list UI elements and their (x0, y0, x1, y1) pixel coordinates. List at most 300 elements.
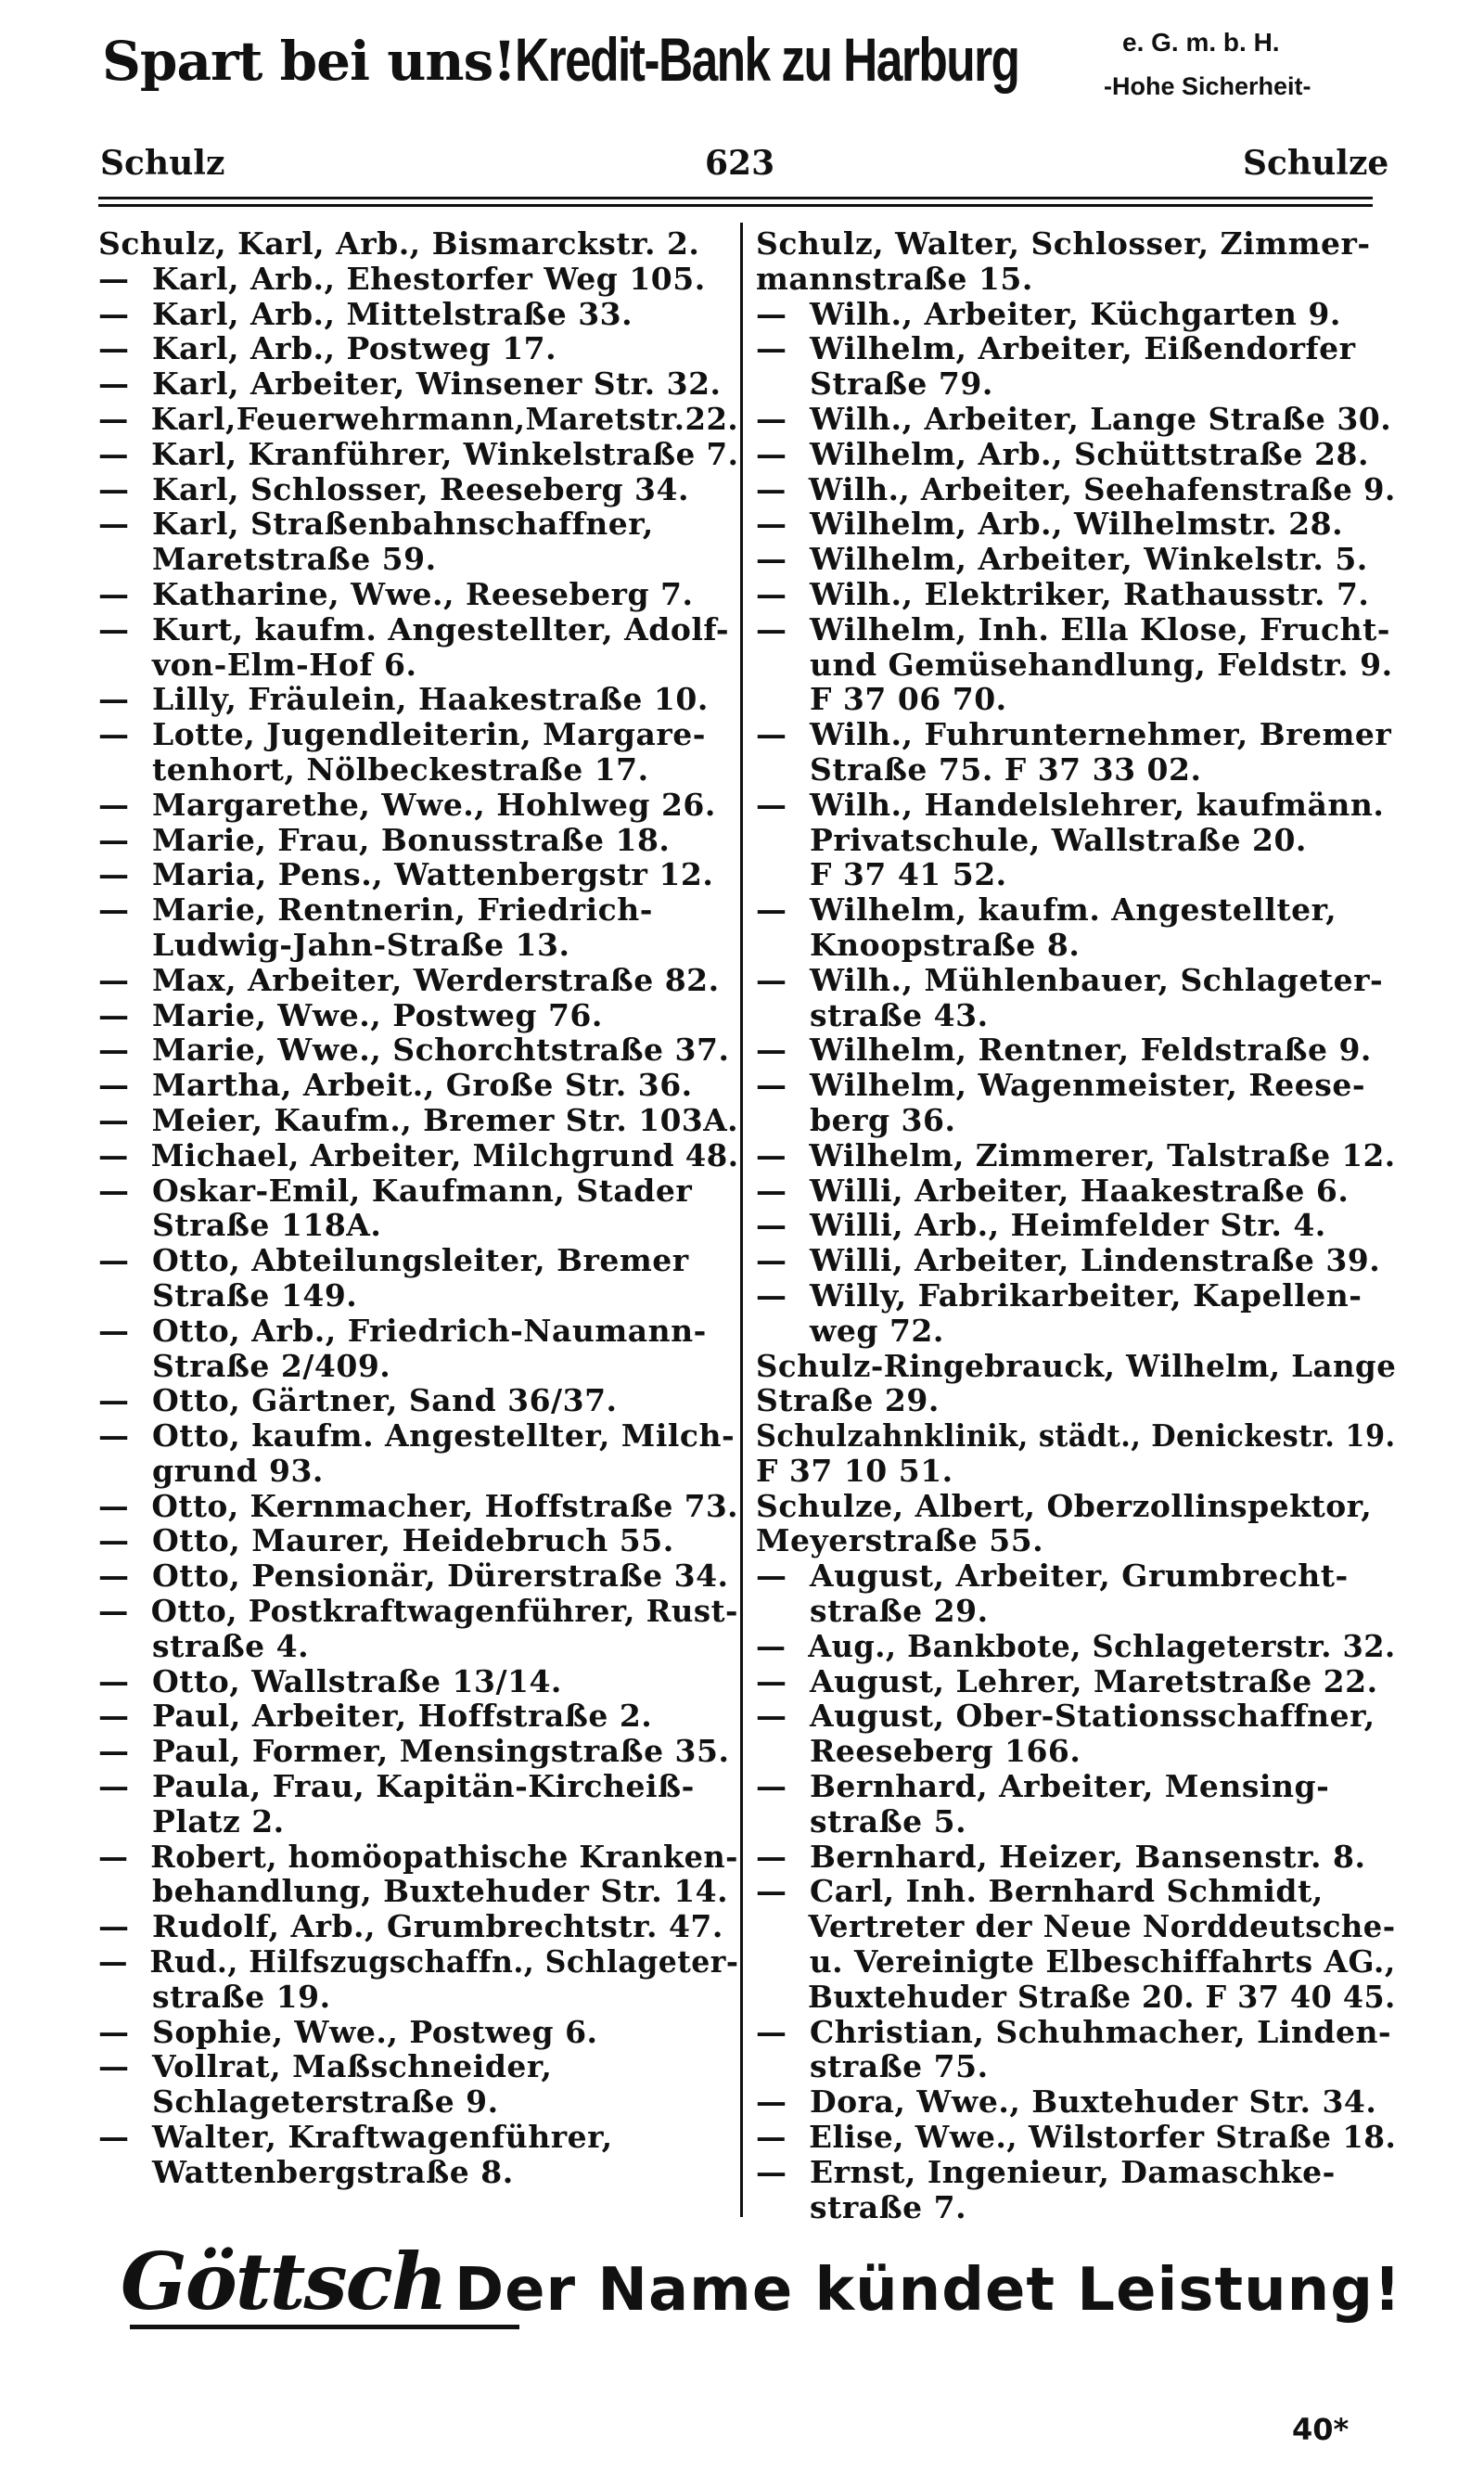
entry-first-line (98, 297, 738, 332)
directory-entry (756, 1769, 1396, 1839)
entry-lead: — (98, 1838, 129, 1875)
entry-text: Willi, Arbeiter, Haakestraße 6. (810, 1172, 1350, 1209)
directory-entry (756, 1278, 1396, 1349)
entry-text: Wilhelm, kaufm. Angestellter, (810, 891, 1337, 929)
entry-first-line (98, 2120, 738, 2155)
entry-lead: — (98, 1067, 130, 1104)
entry-text: straße 5. (810, 1802, 967, 1839)
directory-entry (756, 542, 1396, 577)
entry-text: August, Ober-Stationsschaffner, (810, 1698, 1375, 1735)
entry-lead: — (756, 1662, 787, 1699)
entry-lead: — (98, 1698, 130, 1735)
entry-first-line (756, 2084, 1396, 2120)
entry-text: Katharine, Wwe., Reeseberg 7. (152, 575, 694, 612)
entry-first-line (756, 1627, 1396, 1664)
directory-entry (756, 1243, 1396, 1278)
entry-lead: — (756, 1242, 787, 1279)
entry-text: Wilhelm, Arbeiter, Eißendorfer (810, 330, 1356, 367)
directory-entry (98, 1944, 738, 2015)
entry-text: Dora, Wwe., Buxtehuder Str. 34. (810, 2083, 1377, 2121)
entry-lead: — (98, 786, 130, 823)
entry-lead: — (98, 260, 130, 297)
entry-lead: — (98, 365, 130, 403)
entry-first-line (98, 472, 738, 507)
directory-entry (98, 1594, 738, 1664)
entry-lead: — (756, 1172, 787, 1209)
entry-continuation-line (98, 542, 738, 577)
entry-first-line (756, 2015, 1396, 2050)
entry-lead: — (98, 1593, 129, 1630)
entry-lead: — (756, 1627, 787, 1664)
entry-first-line (756, 963, 1396, 998)
entry-lead: — (756, 330, 787, 367)
entry-first-line (98, 1383, 738, 1418)
entry-text: Otto, Gärtner, Sand 36/37. (152, 1382, 618, 1419)
entry-text: Willy, Fabrikarbeiter, Kapellen- (810, 1276, 1362, 1314)
directory-entry (98, 1558, 738, 1594)
entry-lead: — (756, 1032, 787, 1069)
entry-text: von-Elm-Hof 6. (152, 646, 417, 683)
entry-text: Robert, homöopathische Kranken- (150, 1838, 738, 1875)
directory-entry (98, 998, 738, 1033)
directory-entry (98, 1173, 738, 1244)
entry-text: Marie, Frau, Bonusstraße 18. (152, 821, 671, 858)
entry-first-line (98, 998, 738, 1033)
entry-first-line (98, 1593, 738, 1630)
entry-lead: — (756, 961, 787, 998)
directory-entry (98, 331, 738, 366)
directory-entry (98, 1383, 738, 1418)
entry-text: Wilhelm, Zimmerer, Talstraße 12. (809, 1136, 1396, 1173)
entry-first-line (98, 1032, 738, 1068)
entry-text: Straße 2/409. (152, 1347, 391, 1384)
directory-entry (756, 1138, 1396, 1173)
directory-entry (756, 1418, 1396, 1489)
entry-text: Otto, Arb., Friedrich-Naumann- (152, 1312, 707, 1349)
entry-continuation-line (98, 752, 738, 788)
directory-entry (98, 2049, 738, 2120)
entry-lead: — (98, 2119, 130, 2156)
entry-first-line (98, 1243, 738, 1278)
entry-lead: — (756, 295, 787, 332)
directory-entry (98, 788, 738, 823)
entry-first-line (98, 682, 738, 717)
entry-first-line (98, 262, 738, 297)
directory-entry (756, 1349, 1396, 1419)
entry-text: Wilh., Arbeiter, Seehafenstraße 9. (808, 470, 1396, 507)
directory-entry (98, 1489, 738, 1524)
directory-entry (756, 1698, 1396, 1769)
entry-first-line (756, 1136, 1396, 1173)
entry-text: Schulzahnklinik, städt., Denickestr. 19. (756, 1417, 1396, 1455)
directory-entry (98, 1523, 738, 1558)
entry-text: Elise, Wwe., Wilstorfer Straße 18. (809, 2119, 1397, 2156)
directory-entry (98, 226, 738, 262)
entry-first-line (98, 1909, 738, 1944)
entry-continuation-line (756, 1454, 1396, 1489)
entry-lead: — (756, 610, 787, 647)
entry-continuation-line (756, 1103, 1396, 1138)
directory-entry (756, 1839, 1396, 1875)
directory-entry (98, 506, 738, 577)
directory-entry (756, 1208, 1396, 1243)
entry-text: Bernhard, Heizer, Bansenstr. 8. (810, 1838, 1366, 1875)
entry-lead: — (98, 1522, 130, 1559)
entry-text: Wilhelm, Arb., Wilhelmstr. 28. (810, 506, 1344, 543)
entry-text: grund 93. (152, 1452, 324, 1489)
directory-entry (756, 2015, 1396, 2085)
banner-bank-name: Kredit-Bank zu Harburg (515, 25, 1019, 94)
directory-entry (98, 577, 738, 612)
entry-lead: — (98, 610, 130, 647)
entry-continuation-line (98, 1629, 738, 1664)
entry-text: Otto, Wallstraße 13/14. (152, 1662, 562, 1699)
entry-lead: — (98, 1101, 130, 1138)
entry-continuation-line (756, 1804, 1396, 1839)
entry-first-line (98, 717, 738, 752)
entry-lead: — (756, 2083, 787, 2121)
entry-first-line (756, 1489, 1396, 1524)
entry-lead: — (98, 1733, 130, 1770)
entry-text: Vollrat, Maßschneider, (152, 2048, 553, 2085)
entry-text: tenhort, Nölbeckestraße 17. (152, 750, 649, 788)
entry-text: Reeseberg 166. (810, 1733, 1081, 1770)
entry-text: behandlung, Buxtehuder Str. 14. (152, 1873, 729, 1910)
directory-entry (98, 366, 738, 402)
entry-first-line (756, 788, 1396, 823)
entry-continuation-line (98, 928, 738, 963)
entry-text: Karl, Schlosser, Reeseberg 34. (152, 470, 689, 507)
entry-text: August, Lehrer, Maretstraße 22. (810, 1662, 1378, 1699)
entry-continuation-line (98, 1454, 738, 1489)
entry-text: Paula, Frau, Kapitän-Kircheiß- (152, 1768, 695, 1805)
directory-entry (98, 1734, 738, 1769)
directory-entry (756, 2084, 1396, 2120)
entry-first-line (98, 331, 738, 366)
entry-lead: — (98, 1136, 129, 1173)
entry-first-line (98, 788, 738, 823)
entry-text: Wilh., Fuhrunternehmer, Bremer (810, 716, 1392, 753)
entry-continuation-line (756, 1314, 1396, 1349)
directory-entry (98, 892, 738, 963)
entry-lead: — (98, 1943, 128, 1980)
directory-entry (98, 1664, 738, 1699)
entry-first-line (756, 1173, 1396, 1209)
signature-mark: 40* (1292, 2412, 1350, 2447)
entry-text: straße 43. (810, 996, 989, 1033)
entry-first-line (756, 1874, 1396, 1909)
entry-first-line (98, 1664, 738, 1699)
entry-text: Straße 29. (756, 1382, 940, 1419)
entry-continuation-line (756, 262, 1396, 297)
directory-entry (756, 1068, 1396, 1138)
directory-entry (756, 1032, 1396, 1068)
top-advertisement-banner (102, 20, 1410, 104)
entry-continuation-line (98, 1874, 738, 1909)
directory-entry (98, 1103, 738, 1138)
running-head-left: Schulz (100, 144, 225, 183)
bottom-advertisement (121, 2236, 1401, 2338)
directory-entry (756, 1173, 1396, 1209)
entry-text: Wilhelm, Inh. Ella Klose, Frucht- (810, 610, 1391, 647)
entry-continuation-line (756, 2190, 1396, 2225)
entry-lead: — (98, 996, 130, 1033)
entry-continuation-line (98, 1208, 738, 1243)
entry-first-line (756, 892, 1396, 928)
entry-first-line (98, 1136, 739, 1173)
left-column (98, 226, 738, 2190)
entry-continuation-line (756, 1523, 1396, 1558)
entry-continuation-line (756, 823, 1396, 858)
page-number: 623 (705, 144, 775, 183)
entry-text: Oskar-Emil, Kaufmann, Stader (152, 1172, 693, 1209)
entry-lead: — (756, 716, 787, 753)
entry-lead: — (98, 506, 130, 543)
entry-first-line (98, 400, 739, 437)
entry-text: Paul, Arbeiter, Hoffstraße 2. (152, 1698, 653, 1735)
entry-text: Max, Arbeiter, Werderstraße 82. (152, 961, 720, 998)
directory-entry (98, 1032, 738, 1068)
directory-entry (98, 1243, 738, 1314)
entry-first-line (98, 2049, 738, 2084)
entry-continuation-line (756, 928, 1396, 963)
directory-entry (756, 1489, 1396, 1559)
directory-entry (756, 1558, 1396, 1629)
entry-lead: — (98, 716, 130, 753)
entry-lead: — (756, 2013, 787, 2050)
directory-entry (756, 297, 1396, 332)
entry-first-line (756, 1068, 1396, 1103)
entry-first-line (98, 1769, 738, 1804)
entry-lead: — (98, 1172, 130, 1209)
entry-text: Marie, Rentnerin, Friedrich- (152, 891, 653, 929)
entry-first-line (756, 402, 1396, 437)
entry-first-line (756, 1769, 1396, 1804)
entry-first-line (98, 1734, 738, 1769)
directory-entry (98, 857, 738, 892)
entry-lead: — (98, 961, 130, 998)
directory-entry (98, 1769, 738, 1839)
entry-continuation-line (756, 1734, 1396, 1769)
entry-lead: — (98, 821, 130, 858)
entry-lead: — (98, 435, 129, 472)
entry-lead: — (756, 1136, 787, 1173)
directory-entry (98, 1314, 738, 1384)
entry-first-line (756, 2119, 1397, 2156)
entry-first-line (756, 1417, 1396, 1455)
entry-first-line (756, 297, 1396, 332)
entry-lead: — (98, 1487, 130, 1524)
banner-legal-form: e. G. m. b. H. (1122, 28, 1280, 57)
directory-entry (756, 963, 1396, 1033)
entry-lead: — (98, 400, 129, 437)
entry-text: Marie, Wwe., Postweg 76. (152, 996, 603, 1033)
entry-first-line (98, 1698, 738, 1734)
entry-text: mannstraße 15. (756, 260, 1033, 297)
directory-entry (98, 437, 738, 472)
entry-text: F 37 06 70. (810, 681, 1007, 718)
entry-text: Meier, Kaufm., Bremer Str. 103A. (151, 1101, 739, 1138)
entry-first-line (98, 857, 738, 892)
entry-lead: — (98, 1417, 130, 1455)
entry-text: Maria, Pens., Wattenbergstr 12. (152, 856, 714, 893)
entry-text: Straße 79. (810, 365, 993, 403)
entry-text: Vertreter der Neue Norddeutsche- (808, 1908, 1396, 1945)
entry-text: Schulze, Albert, Oberzollinspektor, (756, 1487, 1373, 1524)
entry-text: Meyerstraße 55. (756, 1522, 1044, 1559)
entry-text: Marie, Wwe., Schorchtstraße 37. (152, 1032, 730, 1069)
entry-first-line (98, 1943, 739, 1980)
entry-text: Wilh., Arbeiter, Küchgarten 9. (810, 295, 1341, 332)
entry-text: Karl, Kranführer, Winkelstraße 7. (151, 435, 739, 472)
entry-lead: — (98, 1312, 130, 1349)
entry-text: Otto, Abteilungsleiter, Bremer (152, 1242, 689, 1279)
entry-lead: — (98, 1032, 130, 1069)
entry-first-line (756, 1347, 1397, 1384)
entry-first-line (756, 717, 1396, 752)
entry-first-line (756, 1032, 1396, 1068)
entry-text: F 37 41 52. (810, 856, 1007, 893)
entry-lead: — (98, 1382, 130, 1419)
directory-entry (756, 226, 1396, 297)
directory-entry (98, 963, 738, 998)
entry-text: Lotte, Jugendleiterin, Margare- (152, 716, 706, 753)
directory-entry (756, 472, 1396, 507)
entry-text: Otto, kaufm. Angestellter, Milch- (152, 1417, 736, 1455)
entry-text: F 37 10 51. (756, 1452, 953, 1489)
entry-first-line (756, 1558, 1396, 1594)
entry-lead: — (98, 330, 130, 367)
directory-entry (98, 1839, 738, 1910)
entry-first-line (98, 892, 738, 928)
directory-entry (98, 262, 738, 297)
running-head-right: Schulze (1243, 144, 1389, 183)
column-divider (740, 223, 743, 2217)
entry-lead: — (98, 575, 130, 612)
directory-entry (98, 612, 738, 683)
right-column (756, 226, 1396, 2224)
directory-entry (756, 1874, 1396, 2014)
entry-first-line (98, 1173, 738, 1209)
entry-text: Otto, Postkraftwagenführer, Rust- (150, 1593, 738, 1630)
entry-continuation-line (756, 647, 1396, 683)
entry-text: Wilh., Elektriker, Rathausstr. 7. (810, 575, 1370, 612)
entry-text: Wilhelm, Rentner, Feldstraße 9. (810, 1032, 1372, 1069)
entry-first-line (98, 612, 738, 647)
entry-text: Lilly, Fräulein, Haakestraße 10. (152, 681, 709, 718)
entry-first-line (756, 542, 1396, 577)
entry-continuation-line (756, 1943, 1396, 1980)
entry-lead: — (98, 1242, 130, 1279)
entry-first-line (756, 1839, 1396, 1875)
entry-lead: — (756, 2119, 787, 2156)
entry-first-line (756, 226, 1396, 262)
entry-continuation-line (98, 1278, 738, 1314)
entry-text: Schlageterstraße 9. (152, 2083, 499, 2121)
entry-text: Bernhard, Arbeiter, Mensing- (810, 1768, 1330, 1805)
entry-text: Ernst, Ingenieur, Damaschke- (810, 2153, 1336, 2190)
directory-entry (756, 577, 1396, 612)
entry-text: Wilh., Arbeiter, Lange Straße 30. (810, 400, 1392, 437)
directory-entry (756, 2155, 1396, 2225)
entry-lead: — (756, 435, 787, 472)
directory-entry (98, 1909, 738, 1944)
entry-first-line (756, 331, 1396, 366)
directory-entry (756, 331, 1396, 402)
entry-text: August, Arbeiter, Grumbrecht- (810, 1557, 1349, 1595)
logo-underline (130, 2325, 519, 2329)
entry-lead: — (756, 470, 787, 507)
entry-first-line (98, 366, 738, 402)
entry-text: Rud., Hilfszugschaffn., Schlageter- (149, 1943, 739, 1980)
header-rule-bottom (98, 204, 1373, 207)
entry-text: Maretstraße 59. (152, 541, 437, 578)
directory-entry (756, 437, 1396, 472)
entry-lead: — (756, 1067, 787, 1104)
header-rule-top (98, 197, 1373, 199)
directory-entry (756, 612, 1396, 717)
entry-lead: — (98, 1768, 130, 1805)
entry-text: Christian, Schuhmacher, Linden- (810, 2013, 1392, 2050)
entry-text: straße 29. (810, 1593, 989, 1630)
directory-entry (756, 506, 1396, 542)
directory-entry (98, 1068, 738, 1103)
entry-text: Willi, Arb., Heimfelder Str. 4. (810, 1207, 1326, 1244)
entry-first-line (756, 437, 1396, 472)
directory-entry (98, 1698, 738, 1734)
entry-text: Privatschule, Wallstraße 20. (810, 821, 1307, 858)
entry-text: Karl, Arb., Ehestorfer Weg 105. (152, 260, 706, 297)
directory-entry (756, 1629, 1396, 1664)
entry-continuation-line (756, 366, 1396, 402)
entry-text: weg 72. (810, 1312, 944, 1349)
entry-lead: — (756, 1838, 787, 1875)
entry-lead: — (98, 470, 130, 507)
entry-lead: — (756, 2153, 787, 2190)
directory-entry (98, 823, 738, 858)
entry-lead: — (756, 1698, 787, 1735)
entry-first-line (756, 1208, 1396, 1243)
entry-text: Sophie, Wwe., Postweg 6. (152, 2013, 598, 2050)
entry-text: straße 7. (810, 2188, 967, 2225)
entry-text: u. Vereinigte Elbeschiffahrts AG., (809, 1943, 1396, 1980)
entry-continuation-line (98, 1349, 738, 1384)
entry-text: Karl,Feuerwehrmann,Maretstr.22. (150, 400, 739, 437)
entry-text: Karl, Arb., Mittelstraße 33. (152, 295, 633, 332)
entry-text: Carl, Inh. Bernhard Schmidt, (810, 1873, 1324, 1910)
entry-continuation-line (98, 1804, 738, 1839)
entry-continuation-line (98, 2084, 738, 2120)
entry-continuation-line (756, 752, 1396, 788)
entry-text: Buxtehuder Straße 20. F 37 40 45. (807, 1978, 1396, 2015)
entry-first-line (98, 1101, 739, 1138)
entry-text: Straße 118A. (152, 1207, 382, 1244)
entry-lead: — (756, 1276, 787, 1314)
entry-lead: — (98, 856, 130, 893)
footer-slogan: Der Name kündet Leistung! (454, 2256, 1402, 2325)
directory-entry (756, 1664, 1396, 1699)
entry-continuation-line (756, 1908, 1396, 1945)
directory-entry (98, 402, 738, 437)
entry-continuation-line (756, 857, 1396, 892)
directory-entry (98, 1138, 738, 1173)
entry-first-line (98, 1487, 739, 1524)
directory-entry (756, 892, 1396, 963)
entry-text: Kurt, kaufm. Angestellter, Adolf- (152, 610, 730, 647)
entry-text: berg 36. (810, 1101, 956, 1138)
entry-text: Willi, Arbeiter, Lindenstraße 39. (810, 1242, 1381, 1279)
entry-text: straße 4. (152, 1627, 310, 1664)
